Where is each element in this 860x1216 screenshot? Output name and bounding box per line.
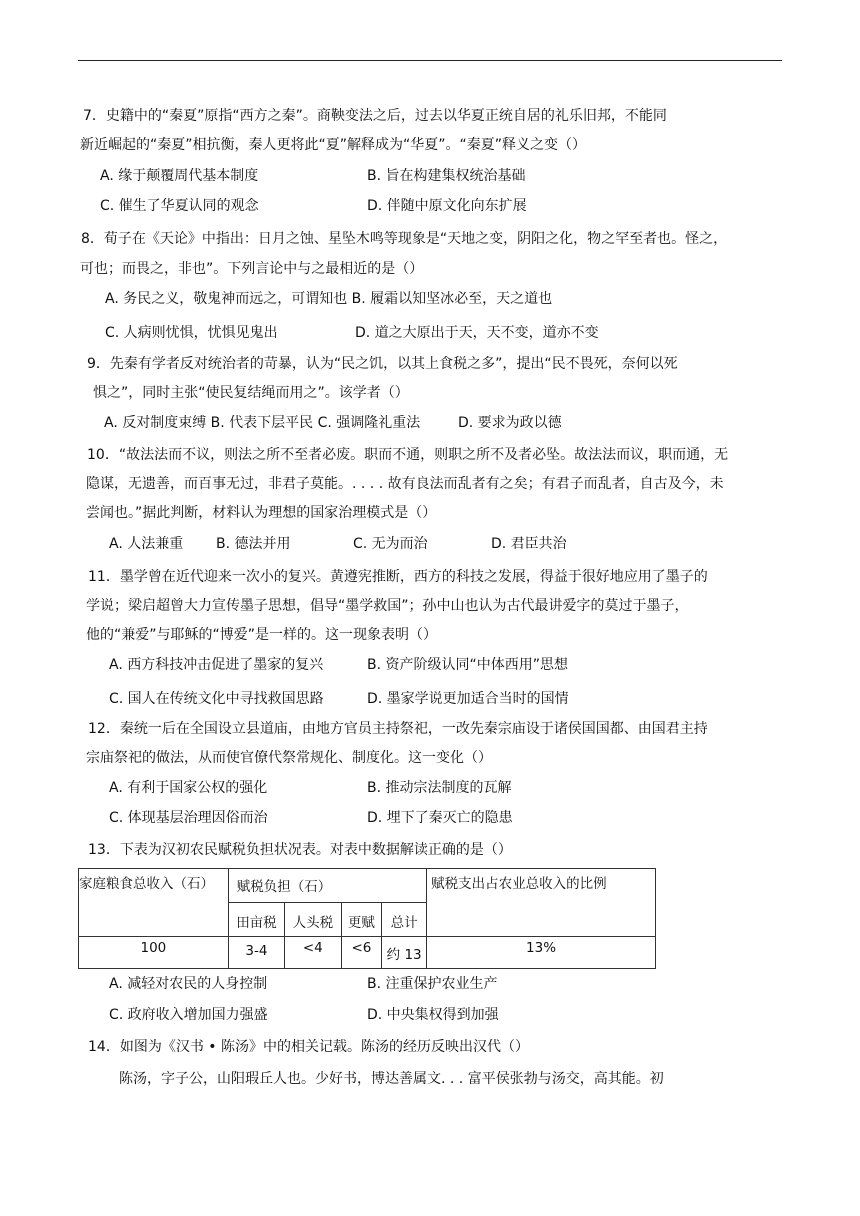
q11-stem-line2: 学说；梁启超曾大力宣传墨子思想，倡导“墨学救国”；孙中山也认为古代最讲爱字的莫过于墨子， xyxy=(86,598,689,614)
table-subheader-labor-tax: 更赋 xyxy=(341,903,382,937)
q12-option-b: B. 推动宗法制度的瓦解 xyxy=(367,780,512,796)
table-subheader-poll-tax: 人头税 xyxy=(285,903,341,937)
q12-option-a: A. 有利于国家公权的强化 xyxy=(109,780,268,796)
q10-option-c: C. 无为而治 xyxy=(353,536,428,552)
q13-option-d: D. 中央集权得到加强 xyxy=(367,1007,499,1023)
q12-option-c: C. 体现基层治理因俗而治 xyxy=(109,810,268,826)
q7-option-a: A. 缘于颠覆周代基本制度 xyxy=(100,168,259,184)
q7-option-c: C. 催生了华夏认同的观念 xyxy=(100,198,259,214)
q8-stem-line1: 8．荀子在《天论》中指出：日月之蚀、星坠木鸣等现象是“天地之变，阴阳之化，物之罕至者也。怪之， xyxy=(81,231,728,247)
q14-stem: 14．如图为《汉书 • 陈汤》中的相关记载。陈汤的经历反映出汉代（） xyxy=(88,1039,529,1055)
q8-option-ab: A. 务民之义，敬鬼神而远之，可谓知也 B. 履霜以知坚冰必至，天之道也 xyxy=(105,291,553,307)
q9-option-d: D. 要求为政以德 xyxy=(458,415,562,431)
table-row xyxy=(79,937,656,969)
q13-option-b: B. 注重保护农业生产 xyxy=(367,976,498,992)
q12-option-d: D. 埋下了秦灭亡的隐患 xyxy=(367,810,513,826)
q10-option-a: A. 人法兼重 xyxy=(109,536,184,552)
q10-stem-line1: 10．“故法法而不议，则法之所不至者必废。职而不通，则职之所不及者必坠。故法法而议，职而通，无 xyxy=(87,447,729,463)
q11-option-a: A. 西方科技冲击促进了墨家的复兴 xyxy=(109,657,324,673)
q11-stem-line1: 11．墨学曾在近代迎来一次小的复兴。黄遵宪推断，西方的科技之发展，得益于很好地应用了墨子的 xyxy=(88,569,708,585)
q7-stem-line1: 7．史籍中的“秦夏”原指“西方之秦”。商鞅变法之后，过去以华夏正统自居的礼乐旧邦，不能同 xyxy=(83,108,667,124)
q8-stem-line2: 可也；而畏之，非也”。下列言论中与之最相近的是（） xyxy=(80,261,424,277)
q13-option-a: A. 减轻对农民的人身控制 xyxy=(109,976,268,992)
table-subheader-field-tax: 田亩税 xyxy=(228,903,284,937)
table-subheader-total: 总计 xyxy=(382,903,427,937)
table-header-burden: 赋税负担（石） xyxy=(228,869,426,903)
q14-quote: 陈汤，字子公，山阳瑕丘人也。少好书，博达善属文. . . 富平侯张勃与汤交，高其能。初 xyxy=(119,1071,664,1087)
q7-stem-line2: 新近崛起的“秦夏”相抗衡，秦人更将此“夏”解释成为“华夏”。“秦夏”释义之变（） xyxy=(80,137,587,153)
table-cell-poll-tax: <4 xyxy=(285,937,341,969)
q13-stem: 13．下表为汉初农民赋税负担状况表。对表中数据解读正确的是（） xyxy=(88,842,512,858)
table-cell-field-tax: 3-4 xyxy=(228,937,284,969)
tax-burden-table xyxy=(78,868,656,969)
q9-stem-line1: 9．先秦有学者反对统治者的苛暴，认为“民之饥，以其上食税之多”，提出“民不畏死，奈何以死 xyxy=(87,356,678,372)
table-cell-ratio: 13% xyxy=(427,937,656,969)
table-header-ratio: 赋税支出占农业总收入的比例 xyxy=(427,869,656,937)
q8-option-c: C. 人病则忧惧，忧惧见鬼出 xyxy=(105,325,278,341)
q10-option-b: B. 德法并用 xyxy=(216,536,291,552)
table-header-income: 家庭粮食总收入（石） xyxy=(79,869,229,937)
table-cell-income: 100 xyxy=(79,937,229,969)
q9-option-abc: A. 反对制度束缚 B. 代表下层平民 C. 强调隆礼重法 xyxy=(104,415,421,431)
header-rule xyxy=(78,60,782,61)
q12-stem-line1: 12．秦统一后在全国设立县道庙，由地方官员主持祭祀，一改先秦宗庙设于诸侯国国都、由国君主持 xyxy=(88,721,708,737)
table-cell-labor-tax: <6 xyxy=(341,937,382,969)
q13-option-c: C. 政府收入增加国力强盛 xyxy=(109,1007,268,1023)
q11-option-b: B. 资产阶级认同“中体西用”思想 xyxy=(367,657,569,673)
q10-stem-line2: 隐谋，无遗善，而百事无过，非君子莫能。. . . . 故有良法而乱者有之矣；有君子而乱者，自古及今，未 xyxy=(86,476,724,492)
q11-option-c: C. 国人在传统文化中寻找救国思路 xyxy=(109,691,324,707)
q8-option-d: D. 道之大原出于天，天不变，道亦不变 xyxy=(355,325,599,341)
q11-option-d: D. 墨家学说更加适合当时的国情 xyxy=(367,691,569,707)
q9-stem-line2: 惧之”，同时主张“使民复结绳而用之”。该学者（） xyxy=(93,385,409,401)
table-cell-total: 约 13 xyxy=(382,937,427,969)
q10-stem-line3: 尝闻也。”据此判断，材料认为理想的国家治理模式是（） xyxy=(86,505,437,521)
q7-option-b: B. 旨在构建集权统治基础 xyxy=(367,168,526,184)
q12-stem-line2: 宗庙祭祀的做法，从而使官僚代祭常规化、制度化。这一变化（） xyxy=(86,750,492,766)
q11-stem-line3: 他的“兼爱”与耶稣的“博爱”是一样的。这一现象表明（） xyxy=(86,627,438,643)
q7-option-d: D. 伴随中原文化向东扩展 xyxy=(367,198,527,214)
q10-option-d: D. 君臣共治 xyxy=(491,536,567,552)
